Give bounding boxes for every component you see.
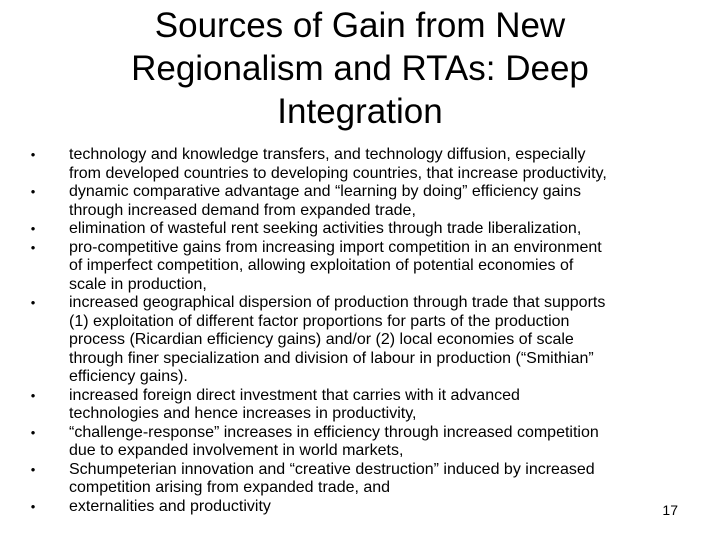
bullet-line: externalities and productivity xyxy=(69,497,271,515)
bullet-marker: • xyxy=(30,147,36,162)
bullet-line: from developed countries to developing countries, that increase productivity, xyxy=(69,164,607,182)
bullet-line: “challenge-response” increases in efficiency through increased competition xyxy=(69,423,599,441)
bullet-text xyxy=(69,498,688,517)
bullet-text xyxy=(69,239,688,295)
bullet-text xyxy=(69,220,688,239)
bullet-text xyxy=(69,461,688,498)
bullet-marker: • xyxy=(30,387,36,403)
bullet-item xyxy=(28,239,688,295)
bullet-item xyxy=(28,387,688,424)
bullet-item xyxy=(28,461,688,498)
bullet-marker: • xyxy=(30,295,36,310)
bullet-marker: • xyxy=(30,221,36,236)
bullet-line: of imperfect competition, allowing exploitation of potential economies of xyxy=(69,257,574,274)
bullet-marker: • xyxy=(30,239,36,255)
bullet-line: dynamic comparative advantage and “learning by doing” efficiency gains xyxy=(69,183,582,200)
bullet-marker: • xyxy=(30,184,36,199)
bullet-line: efficiency gains). xyxy=(69,368,188,385)
bullet-item xyxy=(28,424,688,461)
bullet-item xyxy=(28,220,688,239)
bullet-line: increased geographical dispersion of production through trade that supports xyxy=(69,294,606,311)
bullet-line: technologies and hence increases in productivity, xyxy=(69,405,417,422)
bullet-marker: • xyxy=(30,461,36,477)
slide-title-line: Sources of Gain from New xyxy=(154,6,566,45)
bullet-item xyxy=(28,183,688,220)
slide-title-line: Regionalism and RTAs: Deep xyxy=(131,49,589,88)
bullet-marker: • xyxy=(30,424,36,440)
bullet-text xyxy=(69,387,688,424)
bullet-line: competition arising from expanded trade, and xyxy=(69,479,391,496)
bullet-line: pro-competitive gains from increasing import competition in an environment xyxy=(69,238,602,256)
bullet-marker: • xyxy=(30,498,36,514)
bullet-text xyxy=(69,424,688,461)
bullet-item xyxy=(28,294,688,387)
bullet-line: (1) exploitation of different factor proportions for parts of the production xyxy=(69,312,570,330)
slide-title xyxy=(40,4,680,133)
bullet-line: due to expanded involvement in world markets, xyxy=(69,442,404,459)
page-number: 17 xyxy=(662,502,678,518)
bullet-line: increased foreign direct investment that carries with it advanced xyxy=(69,386,520,404)
bullet-line: through finer specialization and division of labour in production (“Smithian” xyxy=(69,349,594,367)
bullet-text xyxy=(69,146,688,183)
bullet-line: technology and knowledge transfers, and technology diffusion, especially xyxy=(69,146,586,163)
bullet-line: scale in production, xyxy=(69,275,207,293)
bullet-text xyxy=(69,183,688,220)
bullet-line: through increased demand from expanded trade, xyxy=(69,201,416,219)
bullet-item xyxy=(28,498,688,517)
slide-title-line: Integration xyxy=(277,92,443,131)
bullet-line: Schumpeterian innovation and “creative destruction” induced by increased xyxy=(69,460,595,478)
bullet-line: elimination of wasteful rent seeking activities through trade liberalization, xyxy=(69,220,582,237)
bullet-line: process (Ricardian efficiency gains) and/or (2) local economies of scale xyxy=(69,331,574,348)
bullet-item xyxy=(28,146,688,183)
bullet-list xyxy=(28,146,688,516)
bullet-text xyxy=(69,294,688,387)
